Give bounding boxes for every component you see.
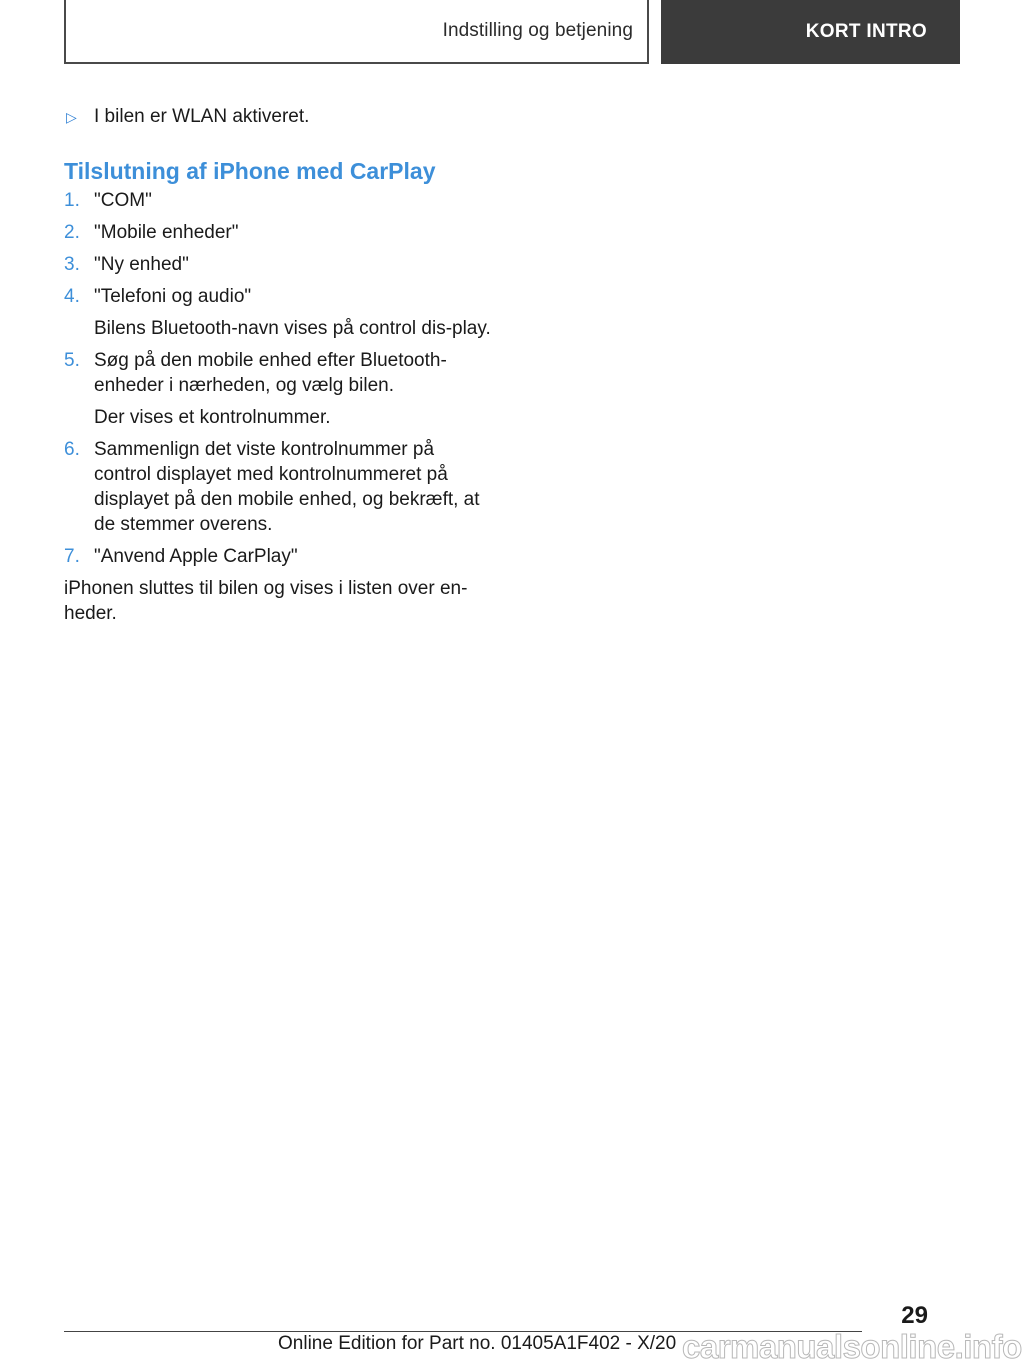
step-note: Der vises et kontrolnummer. bbox=[94, 407, 331, 428]
step-7 bbox=[64, 544, 494, 569]
triangle-right-icon: ▷ bbox=[66, 109, 77, 125]
step-text: "Ny enhed" bbox=[94, 254, 189, 275]
step-text: "Anvend Apple CarPlay" bbox=[94, 546, 298, 567]
step-1 bbox=[64, 188, 494, 213]
watermark: carmanualsonline.info bbox=[682, 1328, 1022, 1365]
steps-list bbox=[64, 188, 494, 569]
step-text: "Mobile enheder" bbox=[94, 222, 239, 243]
step-4 bbox=[64, 284, 494, 341]
section-title: Tilslutning af iPhone med CarPlay bbox=[64, 158, 436, 184]
main-content bbox=[64, 104, 494, 626]
step-2 bbox=[64, 220, 494, 245]
step-number: 3. bbox=[64, 254, 80, 275]
step-number: 6. bbox=[64, 439, 80, 460]
step-text: "COM" bbox=[94, 190, 152, 211]
step-text: "Telefoni og audio" bbox=[94, 286, 252, 307]
step-3 bbox=[64, 252, 494, 277]
header-chapter-tab[interactable] bbox=[661, 0, 960, 64]
step-number: 2. bbox=[64, 222, 80, 243]
step-number: 7. bbox=[64, 546, 80, 567]
summary-text: iPhonen sluttes til bilen og vises i listen over en-heder. bbox=[64, 578, 468, 624]
header-section-label: Indstilling og betjening bbox=[442, 20, 633, 41]
bullet-text: I bilen er WLAN aktiveret. bbox=[94, 106, 310, 127]
step-number: 1. bbox=[64, 190, 80, 211]
step-5 bbox=[64, 348, 494, 430]
page-number: 29 bbox=[901, 1302, 928, 1329]
header-chapter-label: KORT INTRO bbox=[805, 21, 927, 42]
header-section-box bbox=[64, 0, 649, 64]
footer-edition: Online Edition for Part no. 01405A1F402 - X/20 bbox=[278, 1333, 677, 1354]
step-6 bbox=[64, 437, 494, 537]
bullet-item bbox=[64, 104, 494, 130]
step-number: 4. bbox=[64, 286, 80, 307]
step-text: Sammenlign det viste kontrolnummer på control displayet med kontrolnummeret på displayet på den mobile enhed, og bekræft, at de stemmer overens. bbox=[94, 439, 480, 535]
step-note: Bilens Bluetooth-navn vises på control dis-play. bbox=[94, 318, 491, 339]
step-text: Søg på den mobile enhed efter Bluetooth-enheder i nærheden, og vælg bilen. bbox=[94, 350, 447, 396]
step-number: 5. bbox=[64, 350, 80, 371]
